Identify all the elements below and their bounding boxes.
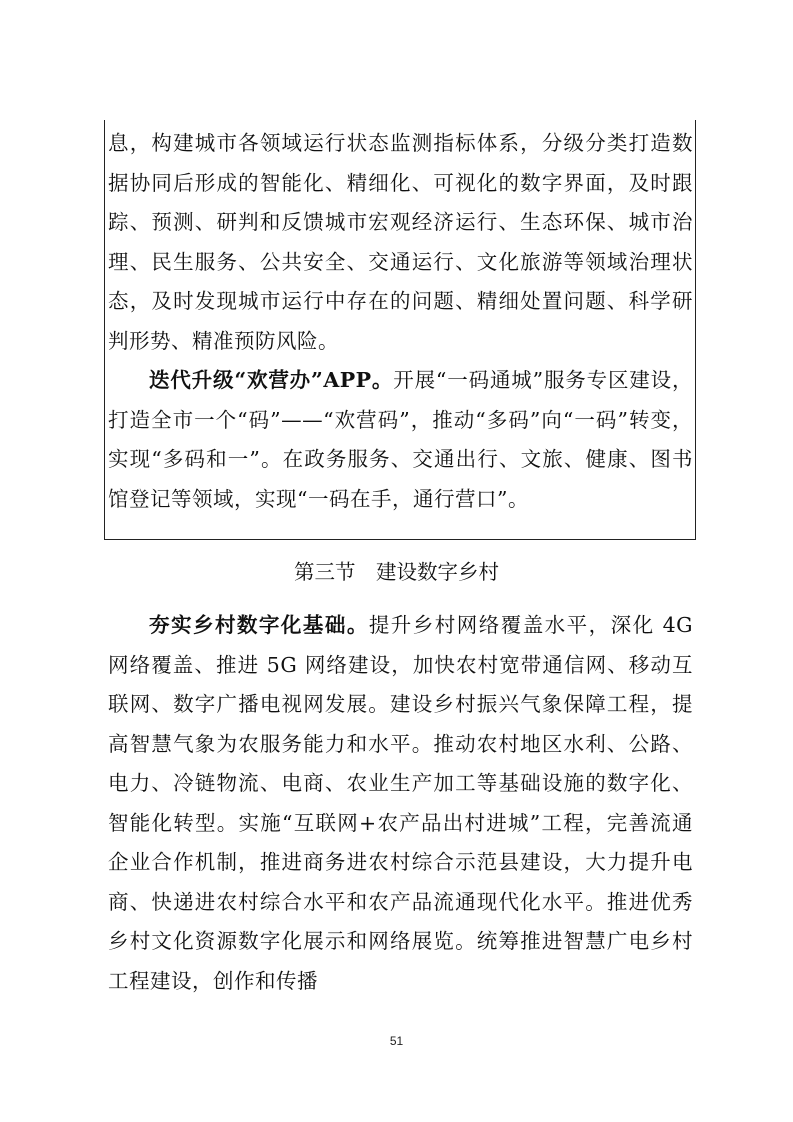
body-paragraph xyxy=(108,606,693,1001)
body-paragraph-lead: 夯实乡村数字化基础。 xyxy=(149,613,369,637)
box-paragraph-1 xyxy=(108,124,693,361)
box-paragraph-2-body: 开展“一码通城”服务专区建设，打造全市一个“码”——“欢营码”，推动“多码”向“一码”转变，实现“多码和一”。在政务服务、交通出行、文旅、健康、图书馆登记等领域，实现“一码在手，通行营口”。 xyxy=(108,368,693,511)
box-paragraph-2 xyxy=(108,361,693,519)
page-number: 51 xyxy=(389,1034,404,1048)
box-paragraph-2-lead: 迭代升级“欢营办”APP。 xyxy=(149,368,394,392)
box-paragraph-1-text: 息，构建城市各领域运行状态监测指标体系，分级分类打造数据协同后形成的智能化、精细化、可视化的数字界面，及时跟踪、预测、研判和反馈城市宏观经济运行、生态环保、城市治理、民生服务、公共安全、交通运行、文化旅游等领域治理状态，及时发现城市运行中存在的问题、精细处置问题、科学研判形势、精准预防风险。 xyxy=(108,131,693,353)
body-paragraph-body: 提升乡村网络覆盖水平，深化 4G 网络覆盖、推进 5G 网络建设，加快农村宽带通信网、移动互联网、数字广播电视网发展。建设乡村振兴气象保障工程，提高智慧气象为农服务能力和水平。推动农村地区水利、公路、电力、冷链物流、电商、农业生产加工等基础设施的数字化、智能化转型。实施“互联网+农产品出村进城”工程，完善流通企业合作机制，推进商务进农村综合示范县建设，大力提升电商、快递进农村综合水平和农产品流通现代化水平。推进优秀乡村文化资源数字化展示和网络展览。统筹推进智慧广电乡村工程建设，创作和传播 xyxy=(108,613,694,993)
section-title: 第三节 建设数字乡村 xyxy=(294,560,499,584)
